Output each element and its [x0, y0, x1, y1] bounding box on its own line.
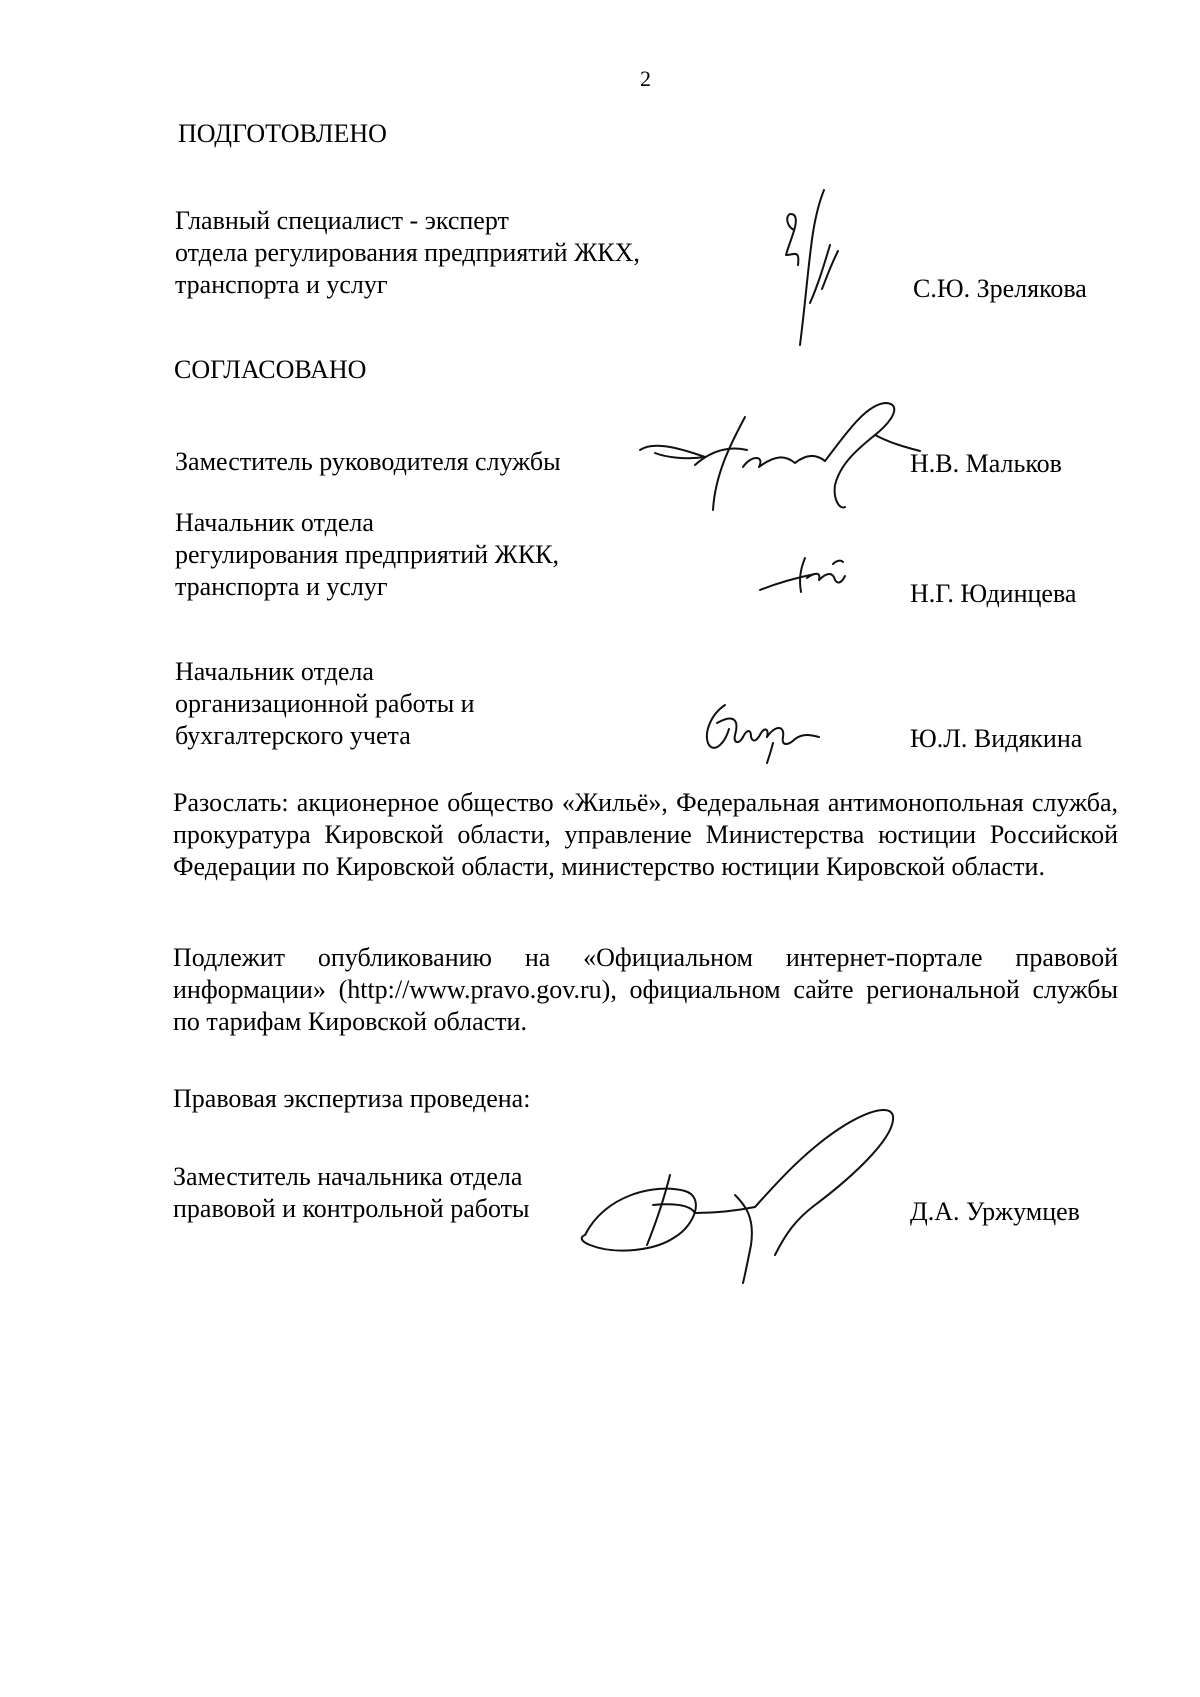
agreed-heading: СОГЛАСОВАНО: [174, 355, 367, 384]
legal-review-heading: Правовая экспертиза проведена:: [173, 1084, 531, 1113]
prepared-name: С.Ю. Зрелякова: [913, 274, 1087, 303]
signer-2-position-line: регулирования предприятий ЖКК,: [175, 540, 560, 569]
signer-2-position-line: Начальник отдела: [175, 508, 374, 537]
signer-3-position-line: организационной работы и: [175, 689, 475, 718]
signer-2-name: Н.Г. Юдинцева: [910, 579, 1077, 608]
signature-vidyakina: [695, 695, 825, 765]
legal-review-position-line: правовой и контрольной работы: [173, 1194, 530, 1223]
signature-yudintseva: [755, 550, 855, 600]
legal-review-position: [173, 1161, 529, 1225]
legal-review-position-line: Заместитель начальника отдела: [173, 1162, 523, 1191]
page-number: 2: [640, 66, 651, 91]
signature-malkov: [635, 395, 925, 525]
prepared-position-line: транспорта и услуг: [175, 270, 388, 299]
prepared-position-line: отдела регулирования предприятий ЖКХ,: [175, 238, 640, 267]
signer-1-position: Заместитель руководителя службы: [175, 447, 561, 476]
signer-3-position-line: Начальник отдела: [175, 657, 374, 686]
prepared-heading: ПОДГОТОВЛЕНО: [178, 119, 387, 148]
signer-3-position-line: бухгалтерского учета: [175, 721, 411, 750]
signer-3-position: [175, 656, 475, 752]
signer-2-position: [175, 507, 559, 603]
prepared-position: [175, 205, 640, 301]
signer-1-name: Н.В. Мальков: [910, 449, 1062, 478]
prepared-position-line: Главный специалист - эксперт: [175, 206, 509, 235]
signature-zrelyakova: [780, 185, 860, 360]
signer-3-name: Ю.Л. Видякина: [910, 724, 1083, 753]
distribution-text: Разослать: акционерное общество «Жильё», Федеральная антимонопольная служба, прокуратура Кировской области, управление Министерства юстиции Российской Федерации по Кировской области, министерство юстиции Кировской области.: [173, 788, 1118, 881]
publication-text: Подлежит опубликованию на «Официальном интернет-портале правовой информации» (http://www.pravo.gov.ru), официальном сайте региональной службы по тарифам Кировской области.: [173, 943, 1118, 1036]
legal-review-name: Д.А. Уржумцев: [910, 1197, 1080, 1226]
signature-urzhumtsev: [575, 1095, 940, 1285]
signer-2-position-line: транспорта и услуг: [175, 572, 388, 601]
